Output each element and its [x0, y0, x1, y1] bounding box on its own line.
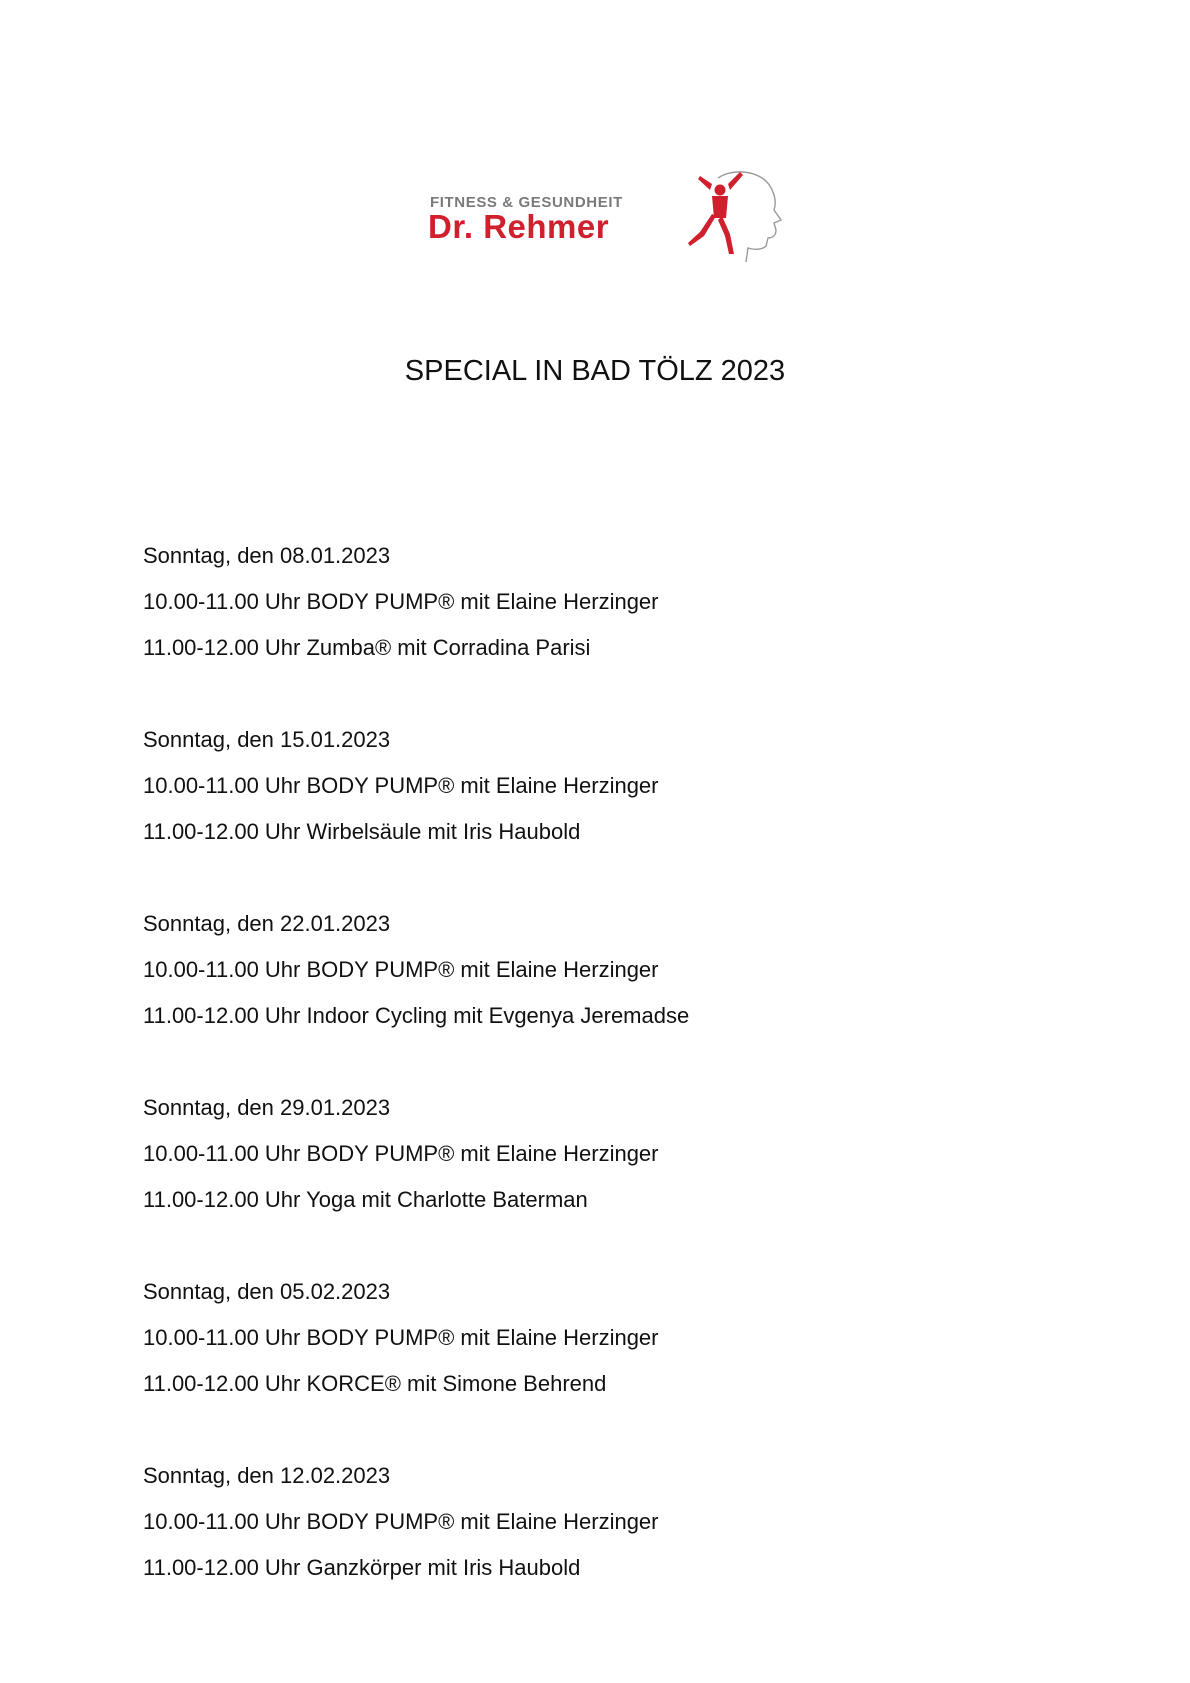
session-entry: 11.00-12.00 Uhr Yoga mit Charlotte Baterman — [143, 1187, 588, 1212]
schedule-day — [143, 1085, 1043, 1269]
logo-tagline: FITNESS & GESUNDHEIT — [430, 194, 623, 211]
session-entry: 10.00-11.00 Uhr BODY PUMP® mit Elaine Herzinger — [143, 1325, 659, 1350]
session-entry: 11.00-12.00 Uhr KORCE® mit Simone Behrend — [143, 1371, 607, 1396]
session-entry: 11.00-12.00 Uhr Indoor Cycling mit Evgenya Jeremadse — [143, 1003, 690, 1028]
day-date: Sonntag, den 29.01.2023 — [143, 1095, 391, 1120]
schedule-day — [143, 1269, 1043, 1453]
logo-name: Dr. Rehmer — [428, 208, 610, 245]
session-entry: 10.00-11.00 Uhr BODY PUMP® mit Elaine Herzinger — [143, 1141, 659, 1166]
athlete-head-logo-icon — [688, 170, 788, 266]
session-entry: 10.00-11.00 Uhr BODY PUMP® mit Elaine Herzinger — [143, 773, 659, 798]
session-entry: 10.00-11.00 Uhr BODY PUMP® mit Elaine Herzinger — [143, 1509, 659, 1534]
schedule-day — [143, 717, 1043, 901]
session-entry: 10.00-11.00 Uhr BODY PUMP® mit Elaine Herzinger — [143, 957, 659, 982]
schedule-day — [143, 901, 1043, 1085]
day-date: Sonntag, den 12.02.2023 — [143, 1463, 391, 1488]
day-date: Sonntag, den 05.02.2023 — [143, 1279, 391, 1304]
day-date: Sonntag, den 22.01.2023 — [143, 911, 391, 936]
session-entry: 11.00-12.00 Uhr Wirbelsäule mit Iris Haubold — [143, 819, 581, 844]
brand-logo — [426, 170, 796, 270]
schedule-day — [143, 1453, 1043, 1637]
session-entry: 11.00-12.00 Uhr Ganzkörper mit Iris Haubold — [143, 1555, 581, 1580]
session-entry: 10.00-11.00 Uhr BODY PUMP® mit Elaine Herzinger — [143, 589, 659, 614]
session-entry: 11.00-12.00 Uhr Zumba® mit Corradina Parisi — [143, 635, 591, 660]
schedule-day — [143, 533, 1043, 717]
day-date: Sonntag, den 08.01.2023 — [143, 543, 391, 568]
day-date: Sonntag, den 15.01.2023 — [143, 727, 391, 752]
page-title: SPECIAL IN BAD TÖLZ 2023 — [404, 355, 786, 387]
schedule-list — [143, 533, 1043, 1637]
